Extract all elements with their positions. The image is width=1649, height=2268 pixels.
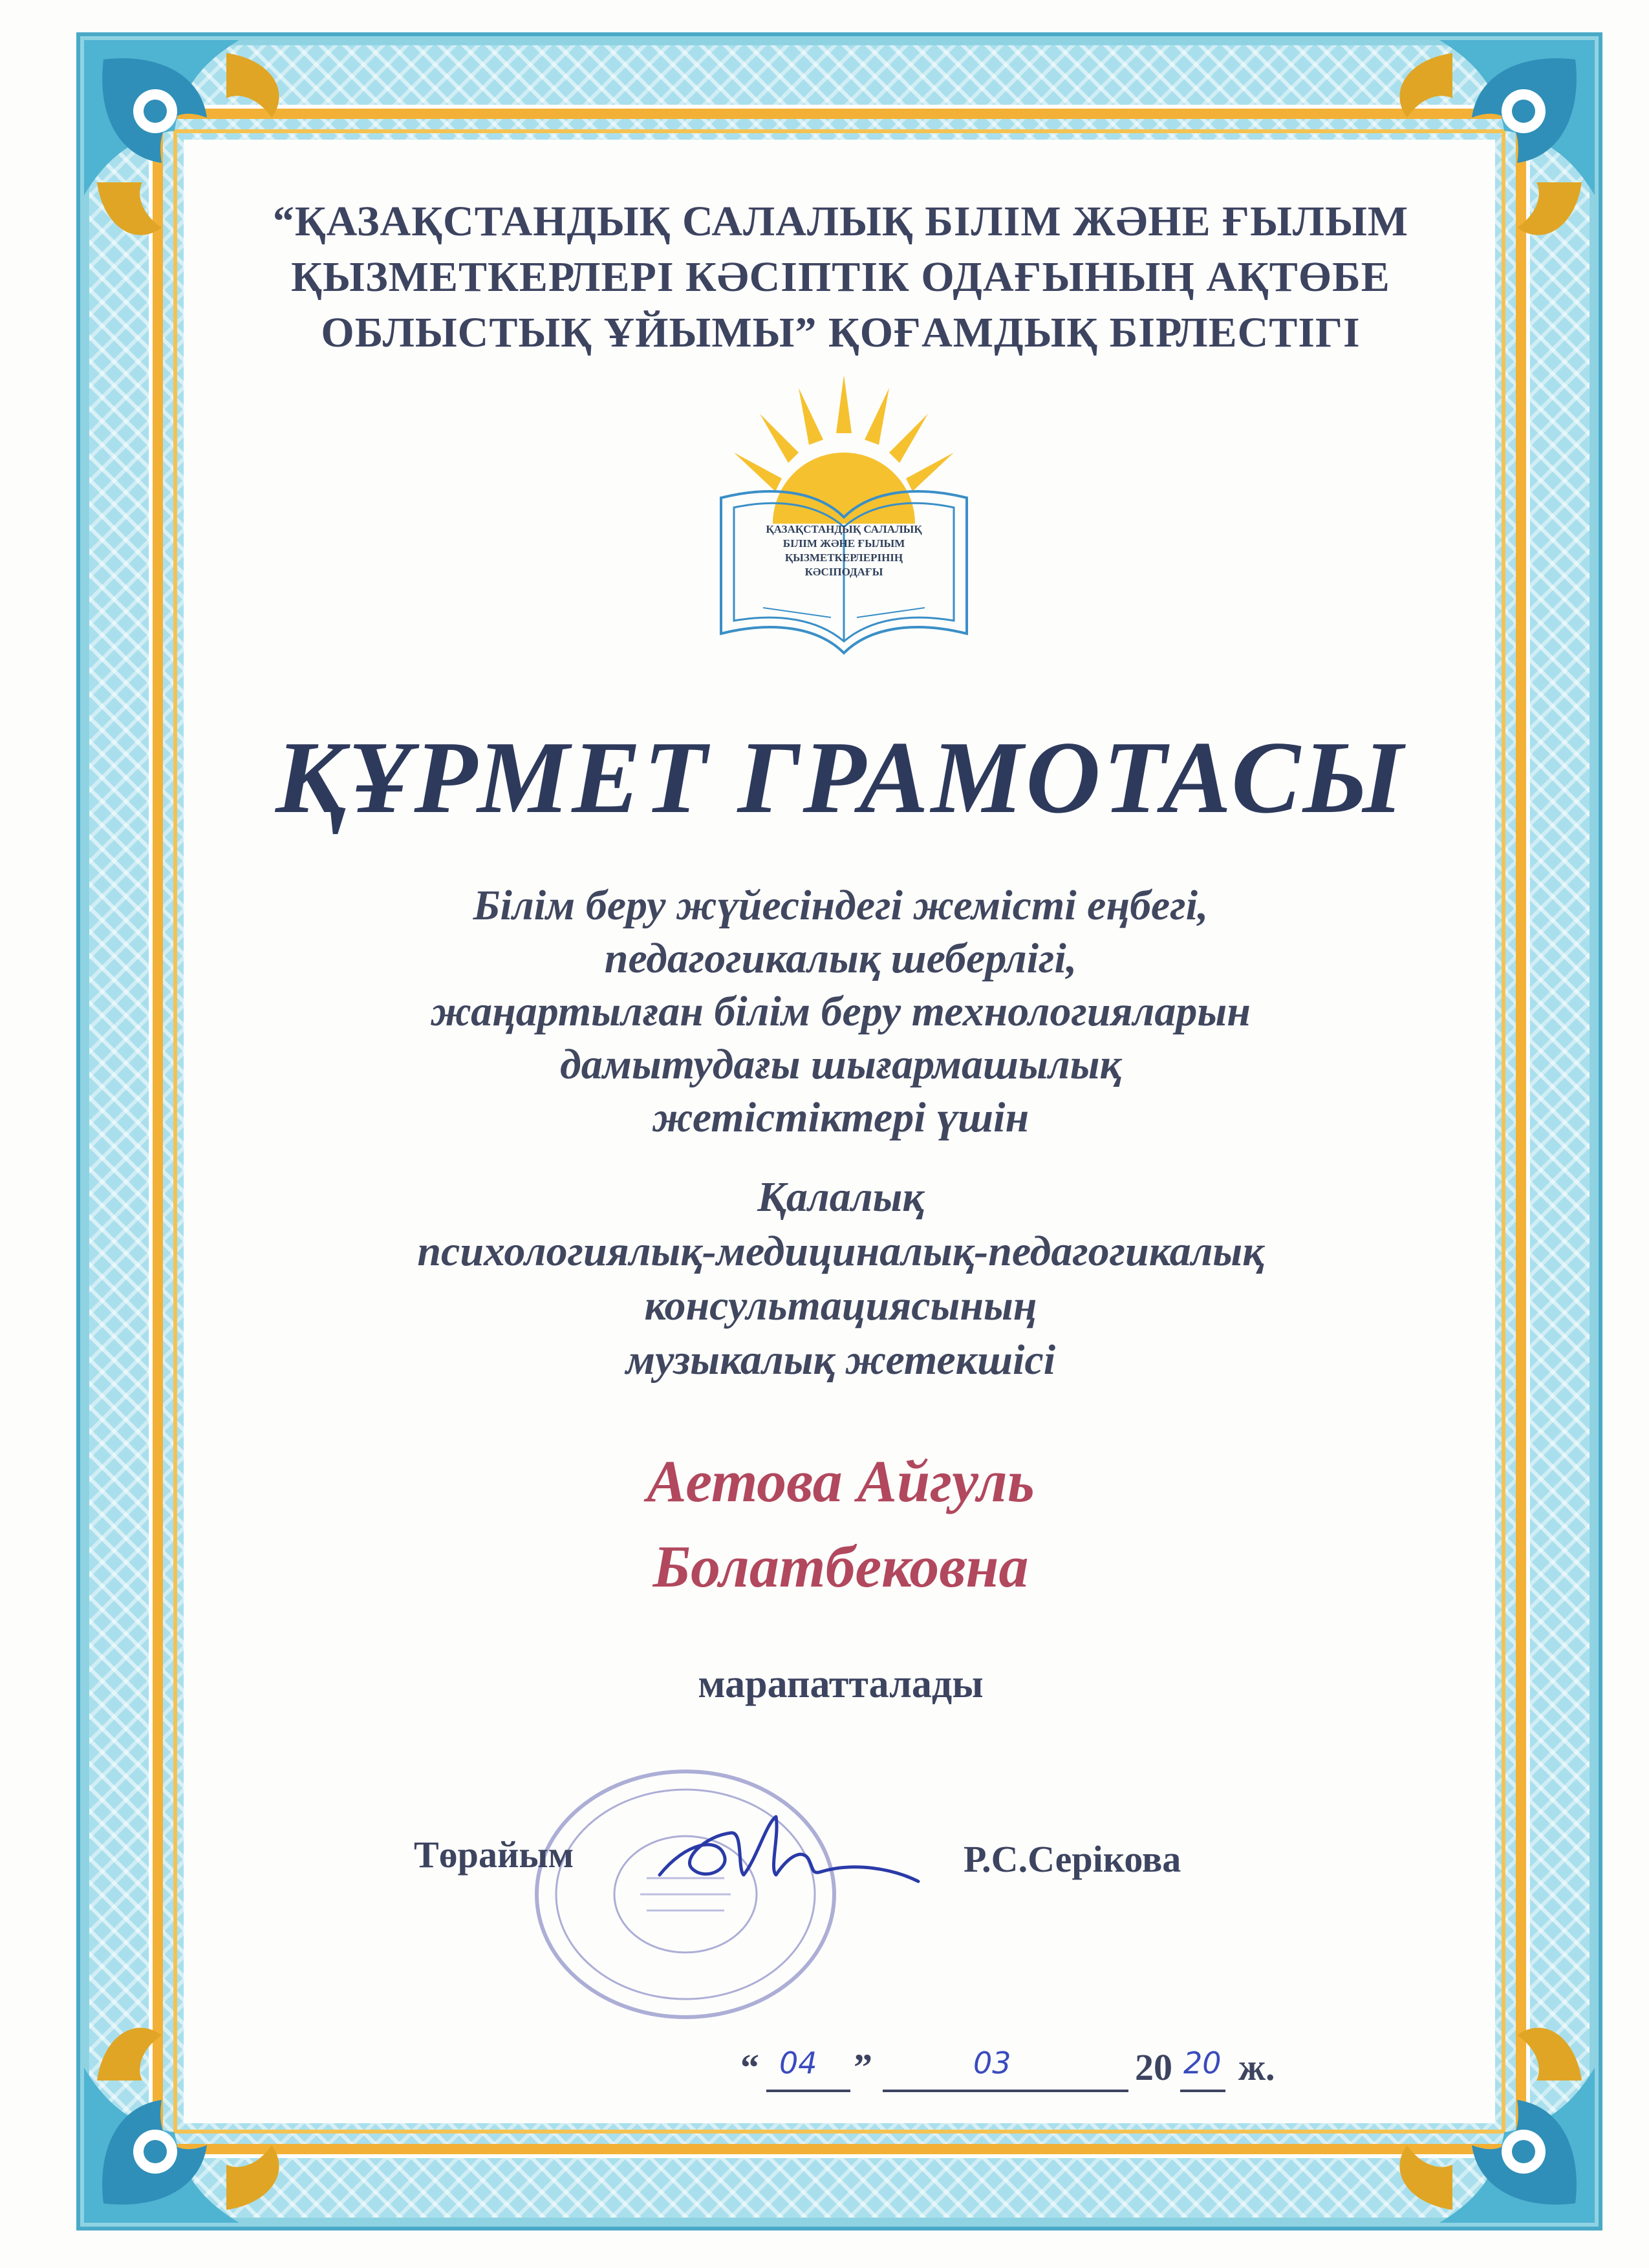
date-day-underline: [766, 2090, 850, 2092]
date-year-underline: [1180, 2090, 1225, 2092]
signatory-name: Р.С.Серікова: [964, 1838, 1181, 1880]
award-reason-line: Білім беру жүйесіндегі жемісті еңбегі,: [473, 882, 1209, 929]
date-month-underline: [883, 2090, 1128, 2092]
issue-date: [727, 2030, 1322, 2101]
awarded-text: марапатталады: [698, 1662, 984, 1706]
recipient-name-line: Болатбековна: [652, 1534, 1029, 1599]
organization-line: ҚЫЗМЕТКЕРЛЕРІ КӘСІПТІК ОДАҒЫНЫҢ АҚТӨБЕ: [291, 253, 1390, 301]
award-reason-line: педагогикалық шеберлігі,: [604, 935, 1077, 982]
recipient-position-line: консультациясының: [644, 1282, 1037, 1329]
award-reason-line: дамытудағы шығармашылық: [560, 1041, 1121, 1088]
recipient-position-line: психологиялық-медициналық-педагогикалық: [417, 1228, 1264, 1275]
organization-header: [220, 194, 1461, 361]
award-reason: [220, 879, 1461, 1144]
signature-icon: [647, 1797, 931, 1901]
date-year-prefix: 20: [1135, 2046, 1172, 2088]
union-logo-icon: [702, 362, 986, 659]
date-day: 04: [779, 2046, 817, 2081]
recipient-name-line: Аетова Айгуль: [647, 1448, 1035, 1514]
organization-line: “ҚАЗАҚСТАНДЫҚ САЛАЛЫҚ БІЛІМ ЖӘНЕ ҒЫЛЫМ: [272, 198, 1409, 245]
date-close-quote: ”: [854, 2046, 872, 2088]
logo-caption-line: БІЛІМ ЖӘНЕ ҒЫЛЫМ: [782, 537, 905, 550]
logo-caption-line: ҚЫЗМЕТКЕРЛЕРІНІҢ: [784, 551, 903, 564]
date-suffix: ж.: [1238, 2046, 1275, 2088]
logo-caption-line: КӘСІПОДАҒЫ: [804, 566, 883, 578]
corner-ornament-icon: [1323, 1951, 1601, 2229]
corner-ornament-icon: [78, 1951, 356, 2229]
certificate-title: ҚҰРМЕТ ГРАМОТАСЫ: [275, 720, 1406, 835]
signatory-title: Төрайым: [414, 1834, 574, 1876]
date-month: 03: [973, 2046, 1011, 2081]
award-reason-line: жетістіктері үшін: [652, 1094, 1029, 1141]
date-year-suffix: 20: [1183, 2046, 1222, 2081]
award-reason-line: жаңартылған білім беру технологияларын: [431, 988, 1251, 1035]
organization-line: ОБЛЫСТЫҚ ҰЙЫМЫ” ҚОҒАМДЫҚ БІРЛЕСТІГІ: [321, 309, 1361, 356]
date-open-quote: “: [740, 2046, 759, 2088]
recipient-position-line: Қалалық: [757, 1173, 924, 1221]
logo-caption: [763, 522, 925, 579]
recipient-name: [220, 1439, 1461, 1609]
logo-caption-line: ҚАЗАҚСТАНДЫҚ САЛАЛЫҚ: [766, 523, 922, 535]
recipient-position: [220, 1170, 1461, 1387]
recipient-position-line: музыкалық жетекшісі: [625, 1336, 1056, 1384]
